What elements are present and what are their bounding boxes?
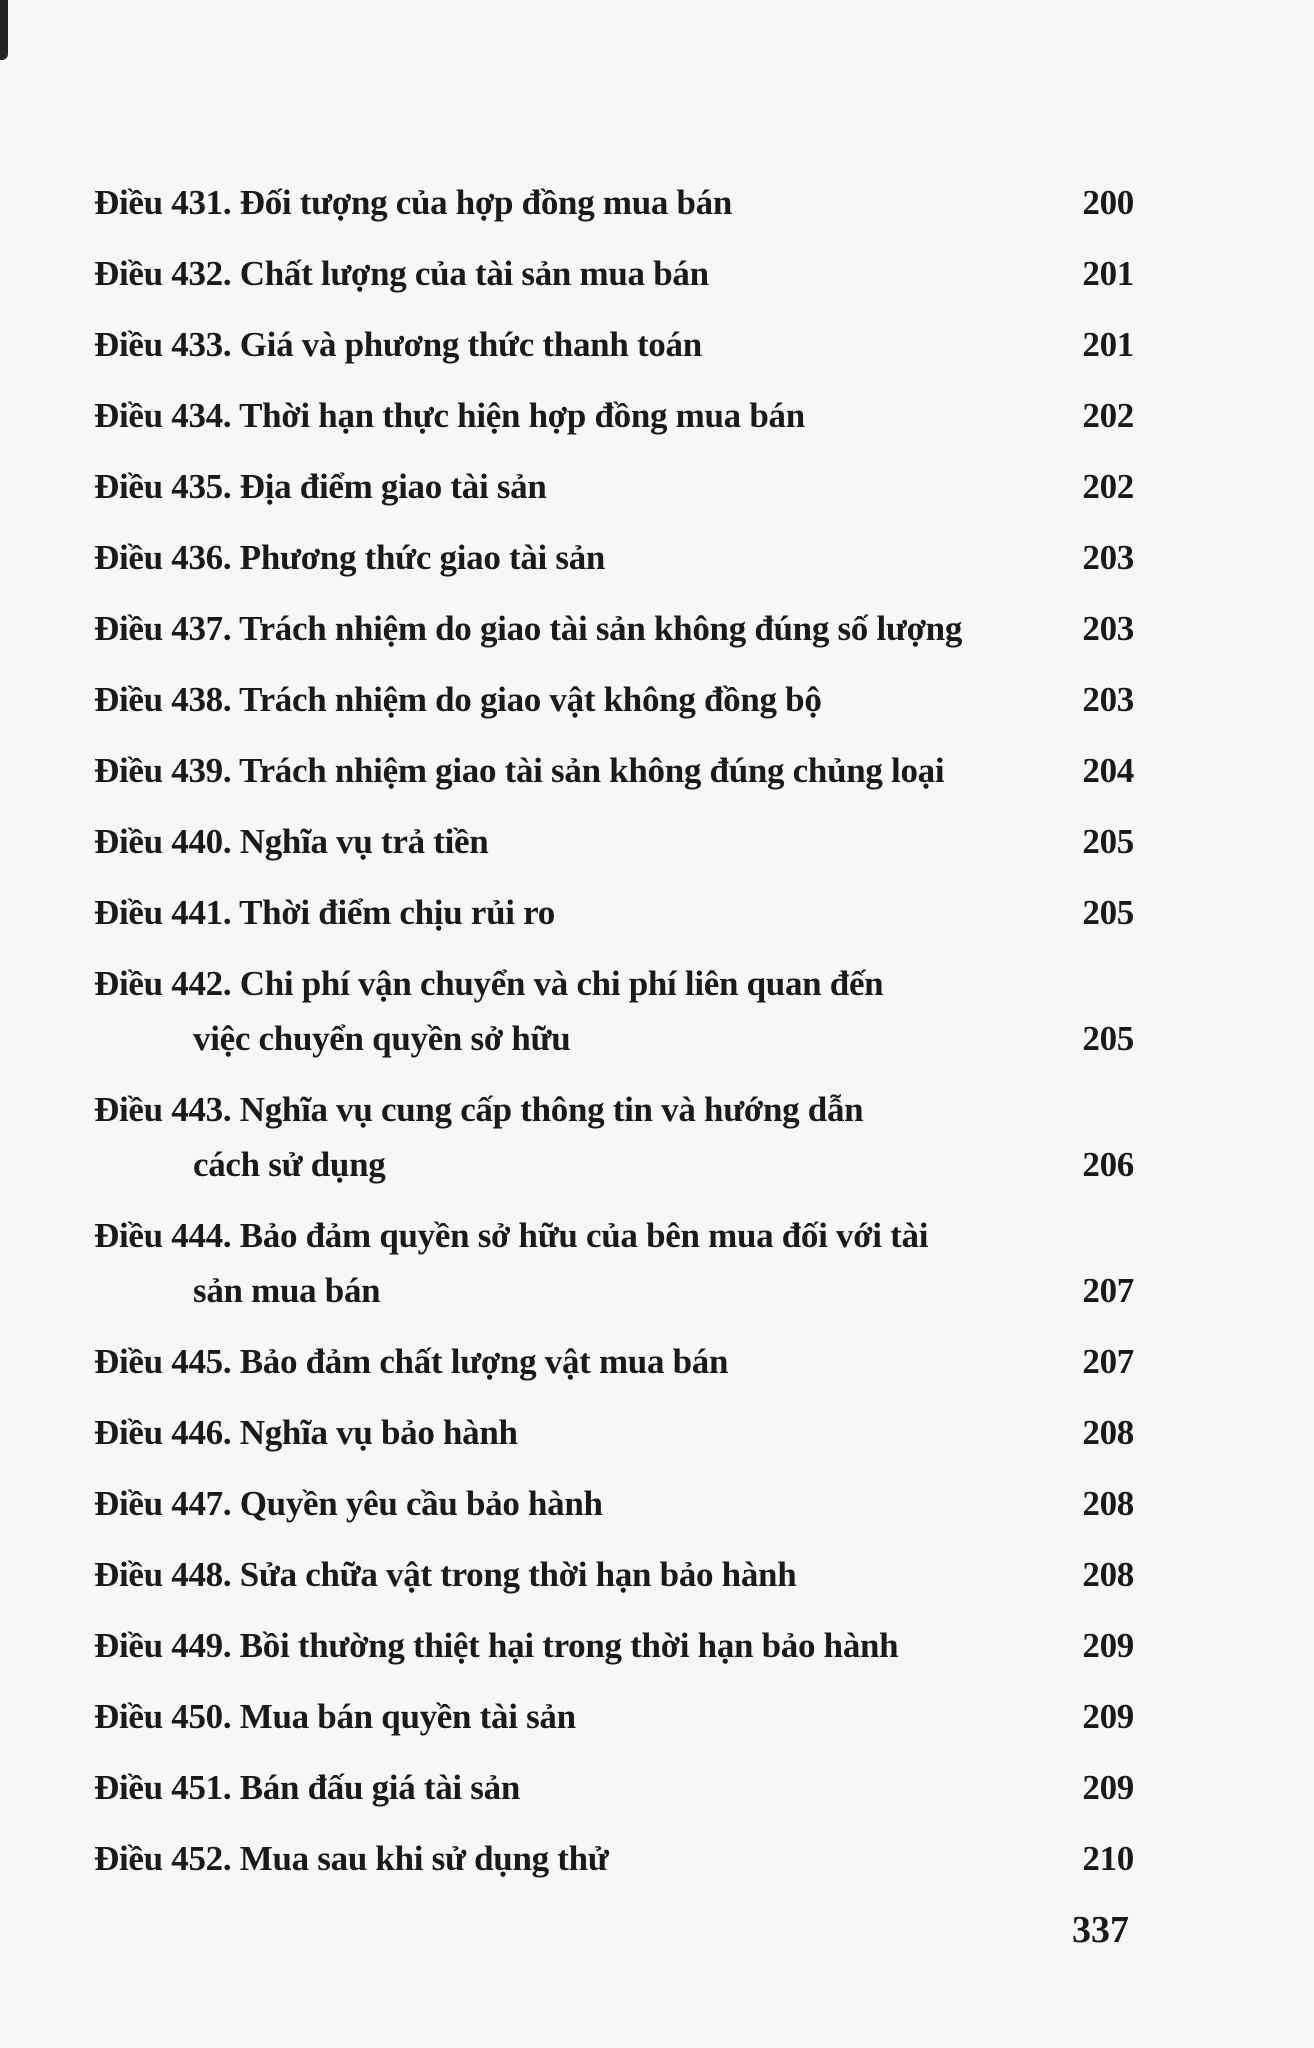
toc-entry-page: 206 — [1082, 1145, 1134, 1184]
toc-entry — [94, 459, 1134, 514]
toc-entry-page: 201 — [1082, 325, 1134, 364]
toc-entry-title: Điều 451. Bán đấu giá tài sản — [94, 1768, 520, 1807]
toc-entry-page: 204 — [1082, 751, 1134, 790]
toc-entry — [94, 1208, 1134, 1318]
toc-entry — [94, 1405, 1134, 1460]
toc-entry-title: Điều 439. Trách nhiệm giao tài sản không đúng chủng loại — [94, 751, 945, 790]
toc-entry — [94, 814, 1134, 869]
toc-entry-page: 209 — [1082, 1626, 1134, 1665]
toc-entry — [94, 175, 1134, 230]
toc-entry-title-continued: cách sử dụng — [193, 1145, 386, 1184]
toc-entry-title: Điều 440. Nghĩa vụ trả tiền — [94, 822, 489, 861]
toc-entry-title: Điều 433. Giá và phương thức thanh toán — [94, 325, 702, 364]
toc-entry-title: Điều 432. Chất lượng của tài sản mua bán — [94, 254, 709, 293]
toc-entry-title: Điều 437. Trách nhiệm do giao tài sản không đúng số lượng — [94, 609, 963, 648]
page-number: 337 — [1072, 1909, 1129, 1951]
toc-entry — [94, 672, 1134, 727]
toc-entry-title: Điều 445. Bảo đảm chất lượng vật mua bán — [94, 1342, 729, 1381]
toc-entry-title-continued: sản mua bán — [193, 1271, 381, 1310]
toc-entry-title: Điều 444. Bảo đảm quyền sở hữu của bên mua đối với tài — [94, 1216, 929, 1255]
toc-entry-title: Điều 447. Quyền yêu cầu bảo hành — [94, 1484, 603, 1523]
toc-entry-title: Điều 438. Trách nhiệm do giao vật không đồng bộ — [94, 680, 822, 719]
toc-entry-page: 203 — [1082, 609, 1134, 648]
toc-entry — [94, 388, 1134, 443]
toc-entry-page: 203 — [1082, 538, 1134, 577]
toc-entry-page: 200 — [1082, 183, 1134, 222]
toc-entry-page: 210 — [1082, 1839, 1134, 1878]
toc-entry-title: Điều 452. Mua sau khi sử dụng thử — [94, 1839, 609, 1878]
toc-entry-page: 209 — [1082, 1697, 1134, 1736]
toc-entry-page: 208 — [1082, 1484, 1134, 1523]
toc-entry-title: Điều 446. Nghĩa vụ bảo hành — [94, 1413, 518, 1452]
toc-entry-title: Điều 441. Thời điểm chịu rủi ro — [94, 893, 555, 932]
toc-entry — [94, 885, 1134, 940]
toc-entry — [94, 1082, 1134, 1192]
toc-entry-page: 208 — [1082, 1413, 1134, 1452]
toc-entry-title: Điều 436. Phương thức giao tài sản — [94, 538, 606, 577]
toc-entry-title-continued: việc chuyển quyền sở hữu — [193, 1019, 571, 1058]
toc-entry — [94, 1831, 1134, 1886]
toc-entry — [94, 530, 1134, 585]
toc-entry-page: 201 — [1082, 254, 1134, 293]
page-edge-mark — [0, 0, 8, 60]
toc-entry — [94, 1689, 1134, 1744]
toc-entry-title: Điều 449. Bồi thường thiệt hại trong thời hạn bảo hành — [94, 1626, 899, 1665]
toc-entry-title: Điều 431. Đối tượng của hợp đồng mua bán — [94, 183, 733, 222]
toc-entry — [94, 743, 1134, 798]
toc-entry — [94, 1618, 1134, 1673]
toc-entry-title: Điều 450. Mua bán quyền tài sản — [94, 1697, 576, 1736]
toc-entry — [94, 246, 1134, 301]
toc-entry — [94, 601, 1134, 656]
toc-entry-page: 202 — [1082, 467, 1134, 506]
toc-entry — [94, 1334, 1134, 1389]
toc-entry-page: 207 — [1082, 1342, 1134, 1381]
toc-entry-page: 205 — [1082, 822, 1134, 861]
toc-entry — [94, 1476, 1134, 1531]
toc-entry-title: Điều 443. Nghĩa vụ cung cấp thông tin và hướng dẫn — [94, 1090, 864, 1129]
toc-entry — [94, 317, 1134, 372]
table-of-contents — [94, 175, 1134, 1902]
toc-entry-page: 202 — [1082, 396, 1134, 435]
toc-entry-title: Điều 435. Địa điểm giao tài sản — [94, 467, 547, 506]
toc-entry-page: 205 — [1082, 893, 1134, 932]
toc-entry — [94, 1547, 1134, 1602]
toc-entry-title: Điều 434. Thời hạn thực hiện hợp đồng mua bán — [94, 396, 805, 435]
toc-entry — [94, 1760, 1134, 1815]
toc-entry-page: 209 — [1082, 1768, 1134, 1807]
toc-entry-page: 207 — [1082, 1271, 1134, 1310]
toc-entry-page: 205 — [1082, 1019, 1134, 1058]
toc-entry-page: 203 — [1082, 680, 1134, 719]
toc-entry — [94, 956, 1134, 1066]
toc-entry-title: Điều 448. Sửa chữa vật trong thời hạn bảo hành — [94, 1555, 797, 1594]
toc-entry-title: Điều 442. Chi phí vận chuyển và chi phí liên quan đến — [94, 964, 884, 1003]
toc-entry-page: 208 — [1082, 1555, 1134, 1594]
